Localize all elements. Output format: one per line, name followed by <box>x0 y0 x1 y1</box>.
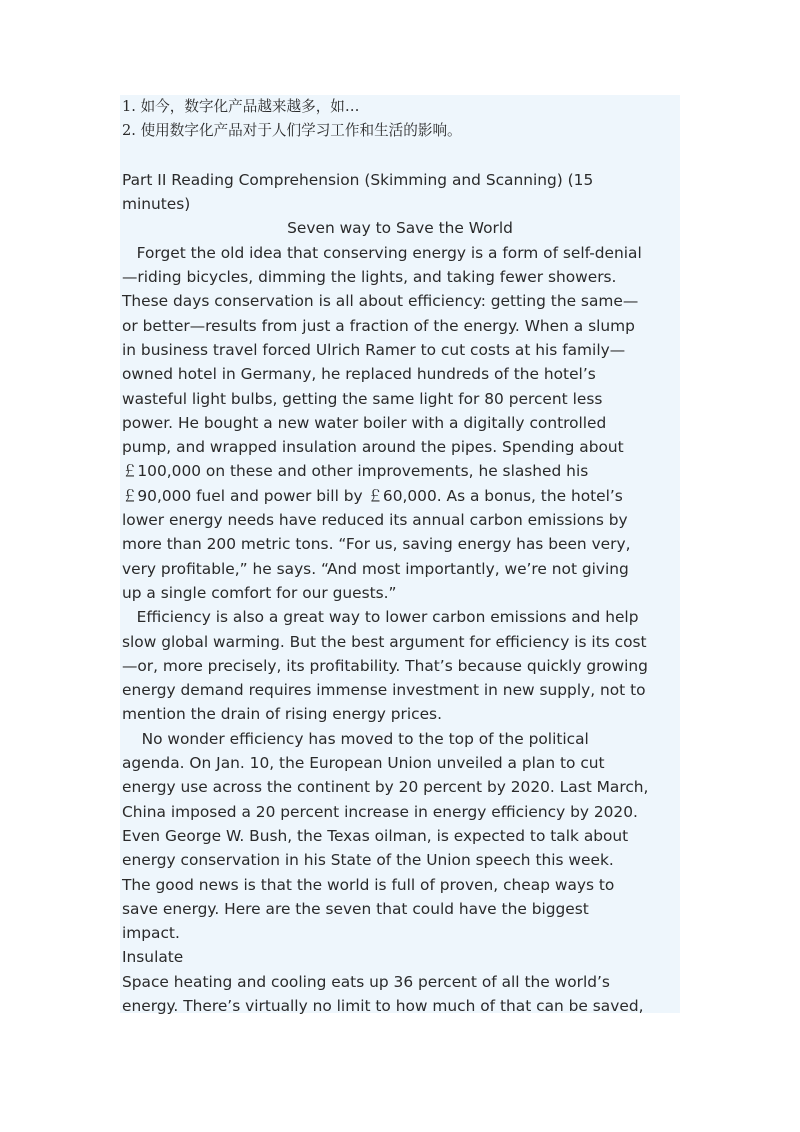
paragraph-line: —or, more precisely, its profitability. That’s because quickly growing <box>122 656 648 675</box>
paragraph-line: save energy. Here are the seven that could have the biggest <box>122 899 589 918</box>
paragraph-line: energy use across the continent by 20 percent by 2020. Last March, <box>122 778 649 797</box>
paragraph-3 <box>122 727 678 946</box>
paragraph-line: owned hotel in Germany, he replaced hundreds of the hotel’s <box>122 365 596 384</box>
paragraph-line: These days conservation is all about efficiency: getting the same— <box>122 292 639 311</box>
paragraph-line: or better—results from just a fraction of the energy. When a slump <box>122 316 635 335</box>
paragraph-line: China imposed a 20 percent increase in energy efficiency by 2020. <box>122 802 638 821</box>
paragraph-line: impact. <box>122 924 180 943</box>
paragraph-line: agenda. On Jan. 10, the European Union unveiled a plan to cut <box>122 754 605 773</box>
paragraph-line: very profitable,” he says. “And most importantly, we’re not giving <box>122 559 629 578</box>
section-heading: Insulate <box>122 948 184 967</box>
outline-item-1: 1. 如今，数字化产品越来越多，如… <box>122 98 360 115</box>
paragraph-line: more than 200 metric tons. “For us, saving energy has been very, <box>122 535 631 554</box>
paragraph-line: Efficiency is also a great way to lower carbon emissions and help <box>122 608 639 627</box>
outline-item-2: 2. 使用数字化产品对于人们学习工作和生活的影响。 <box>122 122 462 140</box>
paragraph-line: ￡100,000 on these and other improvements, he slashed his <box>122 462 589 481</box>
paragraph-line: Space heating and cooling eats up 36 percent of all the world’s <box>122 972 610 991</box>
paragraph-line: —riding bicycles, dimming the lights, and taking fewer showers. <box>122 268 617 287</box>
text-block <box>120 95 680 1013</box>
paragraph-2 <box>122 605 678 726</box>
paragraph-line: power. He bought a new water boiler with a digitally controlled <box>122 413 607 432</box>
part-heading-line-1: Part II Reading Comprehension (Skimming and Scanning) (15 <box>122 170 594 189</box>
paragraph-line: mention the drain of rising energy prices. <box>122 705 442 724</box>
paragraph-4 <box>122 970 678 1019</box>
paragraph-line: energy. There’s virtually no limit to how much of that can be saved, <box>122 996 644 1015</box>
paragraph-line: in business travel forced Ulrich Ramer to cut costs at his family— <box>122 340 626 359</box>
paragraph-line: up a single comfort for our guests.” <box>122 583 397 602</box>
part-heading-line-2: minutes) <box>122 195 191 214</box>
paragraph-line: slow global warming. But the best argument for efficiency is its cost <box>122 632 647 651</box>
paragraph-line: wasteful light bulbs, getting the same light for 80 percent less <box>122 389 603 408</box>
paragraph-line: pump, and wrapped insulation around the pipes. Spending about <box>122 438 624 457</box>
paragraph-line: The good news is that the world is full of proven, cheap ways to <box>122 875 615 894</box>
paragraph-line: Forget the old idea that conserving energy is a form of self-denial <box>122 243 642 262</box>
paragraph-line: energy demand requires immense investment in new supply, not to <box>122 681 646 700</box>
paragraph-line: Even George W. Bush, the Texas oilman, is expected to talk about <box>122 826 629 845</box>
paragraph-1 <box>122 241 678 605</box>
article-title: Seven way to Save the World <box>287 219 513 238</box>
spacer <box>122 144 678 168</box>
paragraph-line: lower energy needs have reduced its annual carbon emissions by <box>122 511 628 530</box>
paragraph-line: energy conservation in his State of the Union speech this week. <box>122 851 614 870</box>
paragraph-line: ￡90,000 fuel and power bill by ￡60,000. As a bonus, the hotel’s <box>122 486 623 505</box>
paragraph-line: No wonder efficiency has moved to the top of the political <box>122 729 589 748</box>
